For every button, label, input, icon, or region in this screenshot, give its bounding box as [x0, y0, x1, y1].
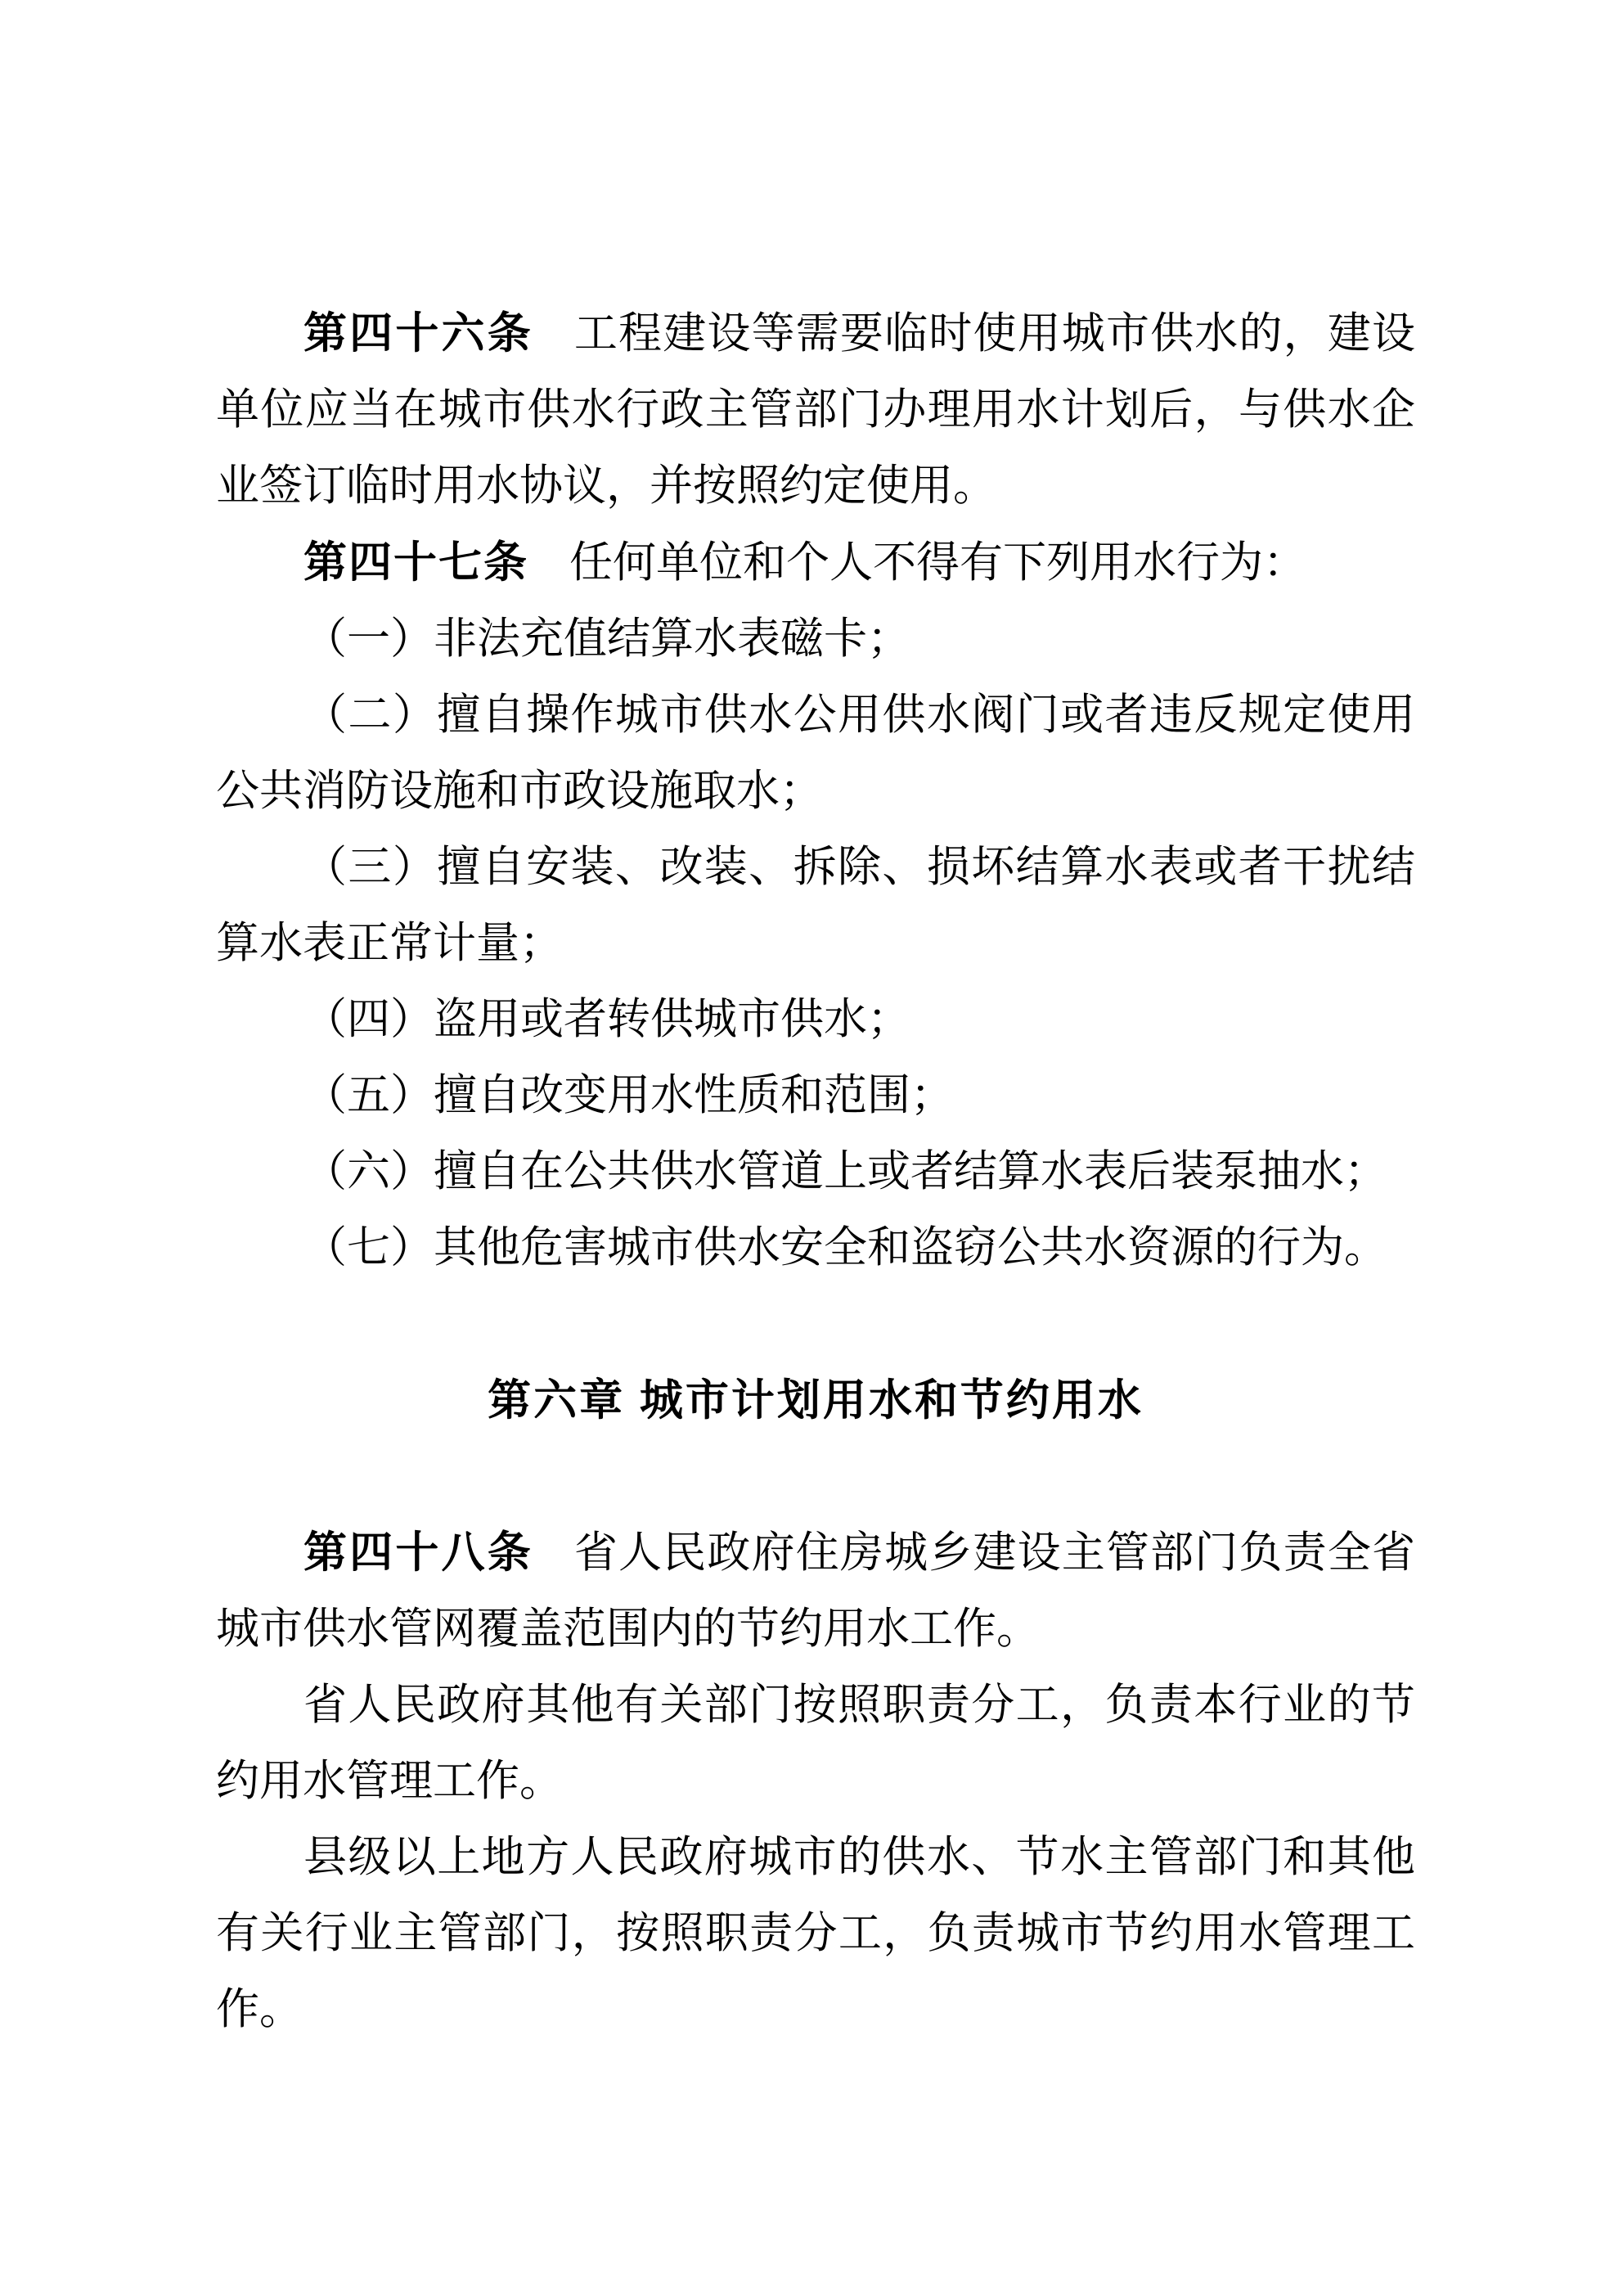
line-text: 工程建设等需要临时使用城市供水的，建设 — [573, 310, 1416, 358]
text-line — [216, 1134, 1415, 1210]
line-text: 有关行业主管部门，按照职责分工，负责城市节约用水管理工 — [216, 1910, 1415, 1957]
line-text: 业签订临时用水协议，并按照约定使用。 — [216, 462, 996, 510]
paragraph — [216, 601, 1415, 678]
line-text: 城市供水管网覆盖范围内的节约用水工作。 — [216, 1605, 1040, 1653]
line-text: （七）其他危害城市供水安全和盗窃公共水资源的行为。 — [303, 1224, 1387, 1272]
paragraph — [216, 982, 1415, 1058]
paragraph — [216, 1515, 1415, 1668]
line-text: 省人民政府其他有关部门按照职责分工，负责本行业的节 — [303, 1681, 1415, 1729]
text-line — [216, 1896, 1415, 1972]
text-line — [216, 678, 1415, 754]
paragraph — [216, 1820, 1415, 2048]
text-line — [216, 1668, 1415, 1744]
document-content — [216, 295, 1415, 2048]
text-line — [216, 1972, 1415, 2048]
text-line — [216, 1591, 1415, 1668]
line-text: （六）擅自在公共供水管道上或者结算水表后装泵抽水； — [303, 1148, 1387, 1195]
line-text: 作。 — [216, 1986, 303, 2033]
line-text: （二）擅自操作城市供水公用供水阀门或者违反规定使用 — [303, 691, 1415, 739]
paragraph — [216, 524, 1415, 601]
line-text: 公共消防设施和市政设施取水； — [216, 768, 823, 815]
chapter-heading: 第六章 城市计划用水和节约用水 — [488, 1376, 1144, 1425]
line-text: （三）擅自安装、改装、拆除、损坏结算水表或者干扰结 — [303, 844, 1415, 891]
text-line — [216, 1058, 1415, 1134]
paragraph — [216, 678, 1415, 830]
paragraph — [216, 295, 1415, 524]
text-line — [216, 1210, 1415, 1286]
article-number: 第四十八条 — [303, 1528, 533, 1577]
text-line — [216, 1820, 1415, 1896]
line-text: 约用水管理工作。 — [216, 1758, 563, 1805]
text-line — [216, 448, 1415, 524]
paragraph — [216, 1210, 1415, 1286]
text-line — [216, 1744, 1415, 1820]
text-line — [216, 601, 1415, 678]
paragraph — [216, 1058, 1415, 1134]
line-text: （五）擅自改变用水性质和范围； — [303, 1072, 954, 1119]
paragraph — [216, 830, 1415, 982]
article-number: 第四十七条 — [303, 538, 528, 587]
text-line — [216, 372, 1415, 448]
paragraph — [216, 1668, 1415, 1820]
line-text: （四）盗用或者转供城市供水； — [303, 996, 910, 1043]
text-line — [216, 754, 1415, 830]
text-line — [216, 295, 1415, 372]
text-line — [216, 524, 1415, 601]
text-line — [216, 830, 1415, 906]
text-line — [216, 906, 1415, 982]
line-text: 任何单位和个人不得有下列用水行为： — [569, 539, 1306, 587]
text-line — [216, 1515, 1415, 1591]
article-number: 第四十六条 — [303, 309, 533, 358]
paragraph — [216, 1134, 1415, 1210]
line-text: （一）非法充值结算水表磁卡； — [303, 615, 910, 663]
text-line — [216, 982, 1415, 1058]
line-text: 算水表正常计量； — [216, 920, 563, 967]
line-text: 单位应当在城市供水行政主管部门办理用水计划后，与供水企 — [216, 386, 1415, 434]
line-text: 县级以上地方人民政府城市的供水、节水主管部门和其他 — [303, 1834, 1415, 1881]
line-text: 省人民政府住房城乡建设主管部门负责全省 — [573, 1529, 1416, 1577]
